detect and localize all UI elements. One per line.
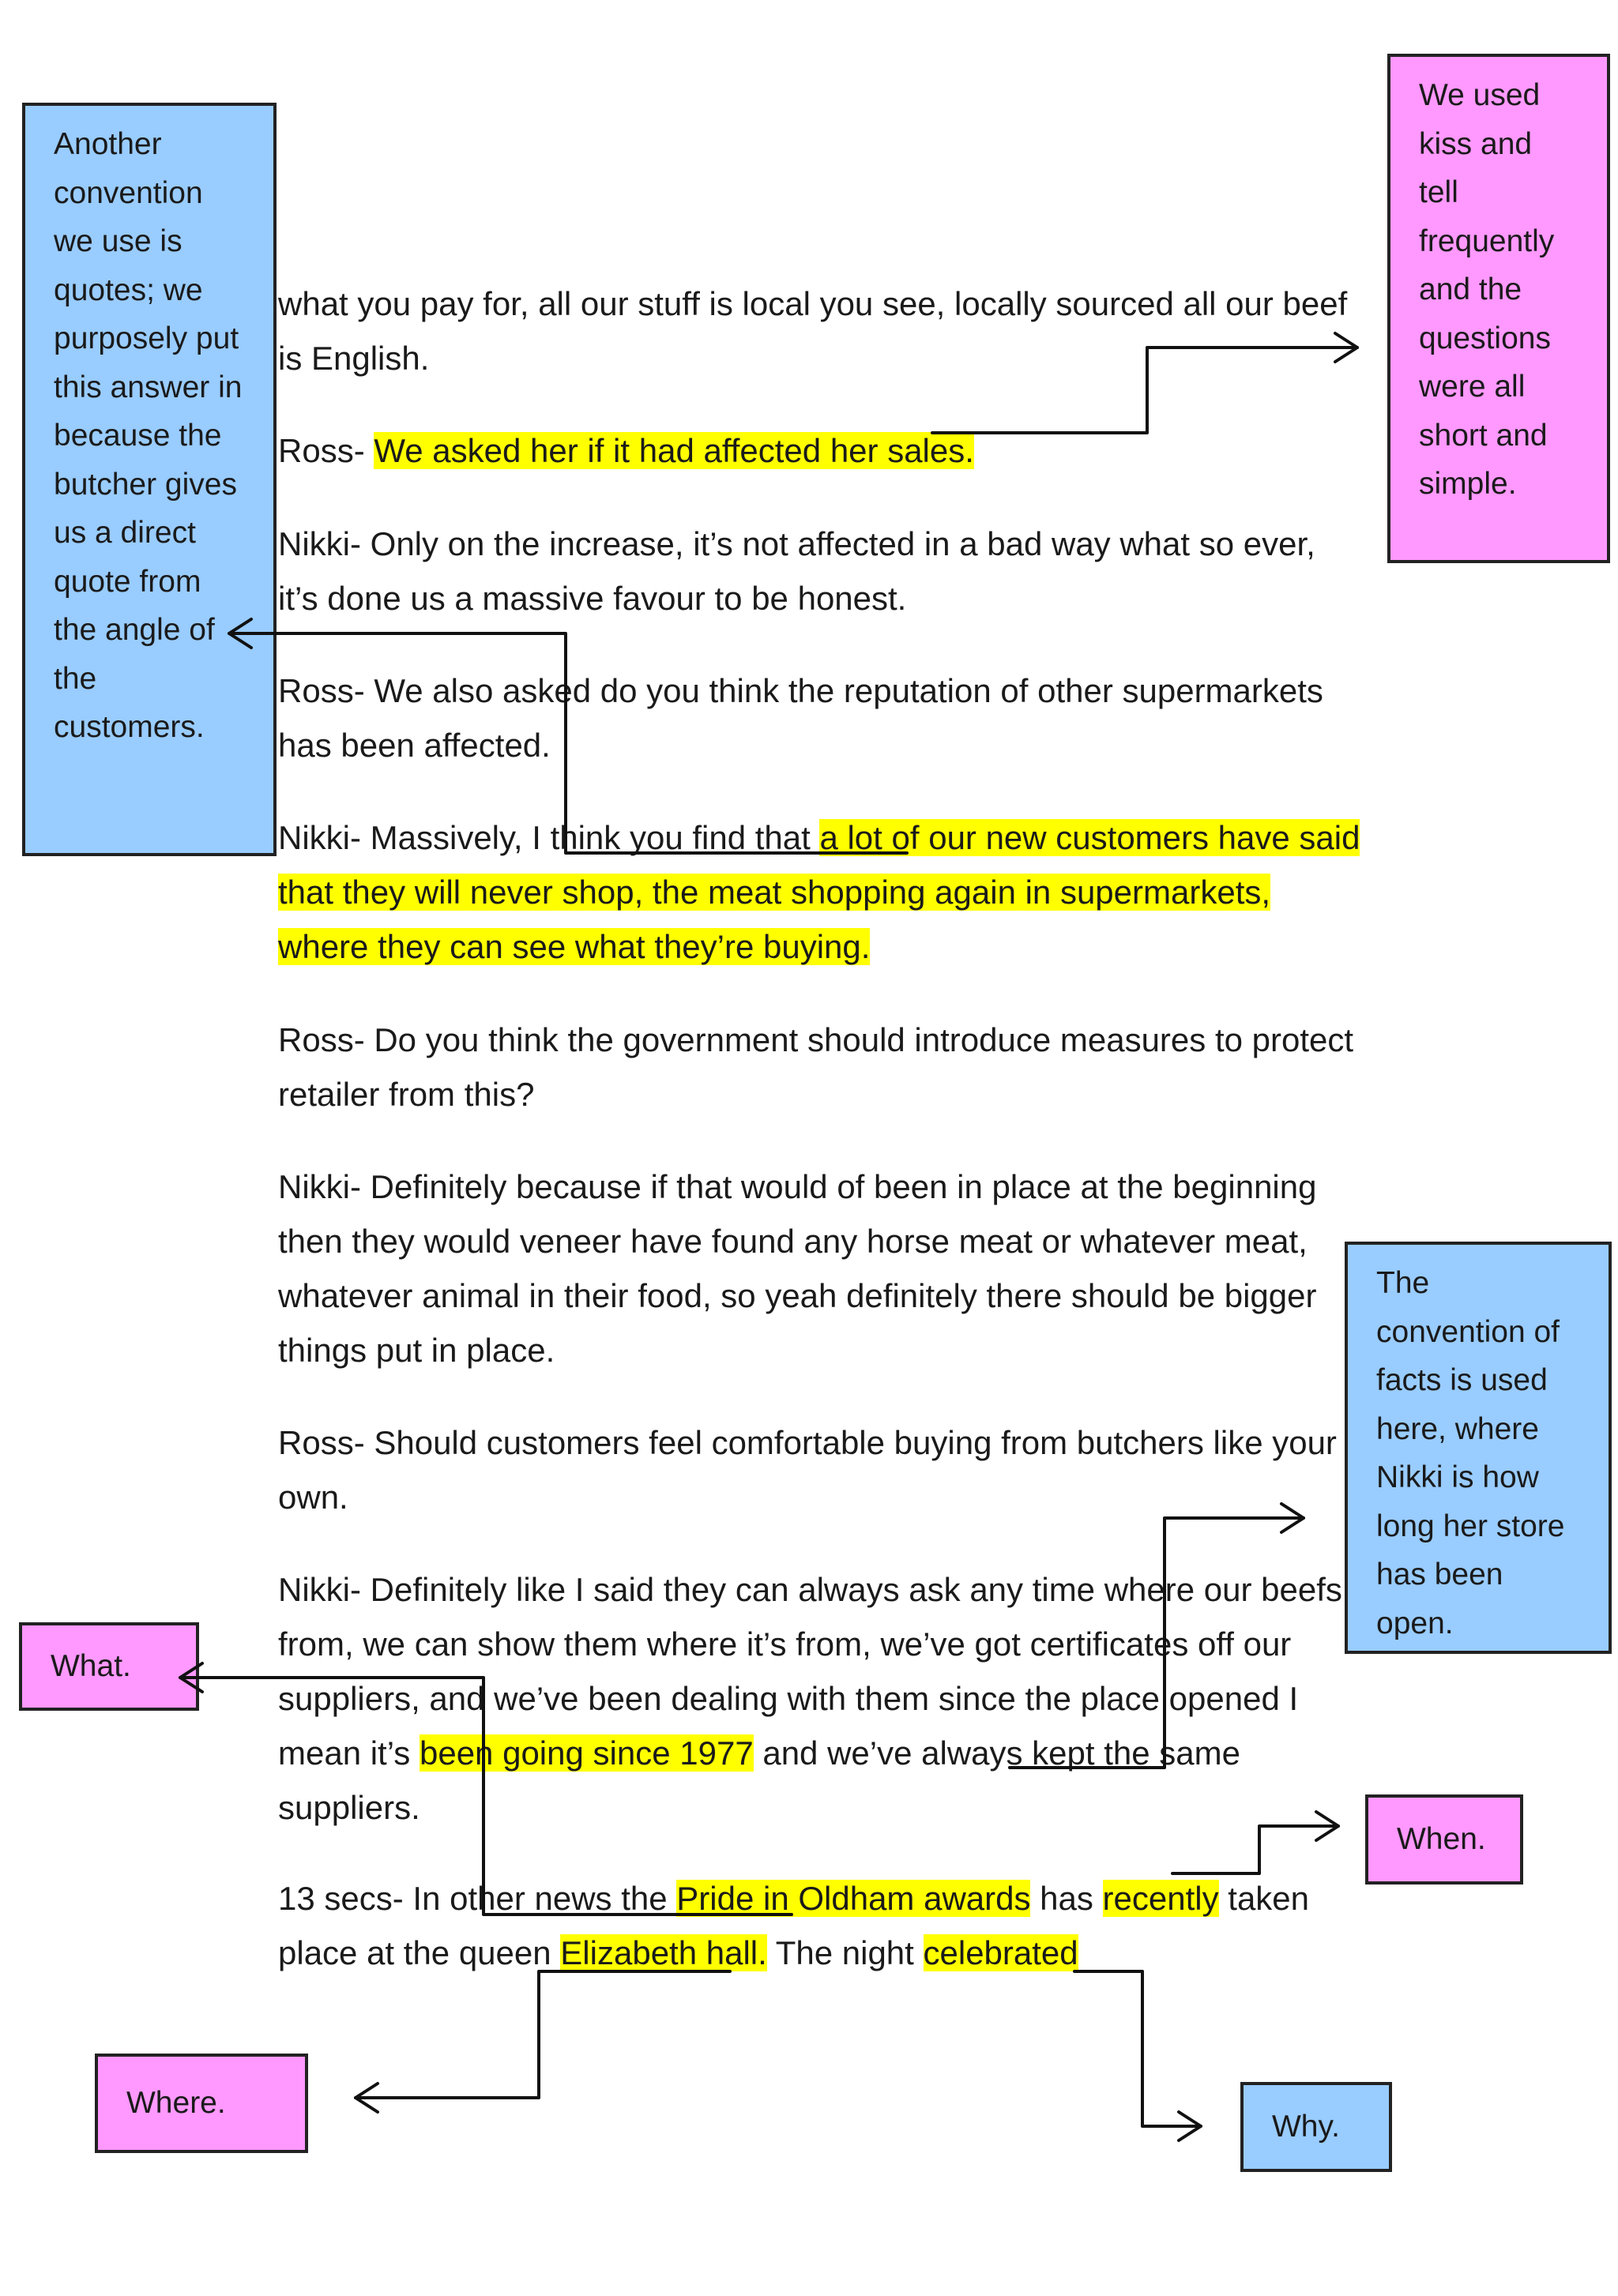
- what-label: [19, 1622, 199, 1711]
- facts-convention-note: [1345, 1242, 1612, 1654]
- paragraph-text: Nikki- Definitely because if that would of been in place at the beginning then they would veneer have found any horse meat or whatever meat, whatever animal in their food, so yeah definitely there should be bigger things put in place.: [278, 1168, 1317, 1369]
- speaker-label: Ross-: [278, 432, 374, 469]
- transcript-paragraph-7: [278, 1159, 1360, 1377]
- transcript-paragraph-2: [278, 423, 1360, 478]
- highlighted-where: Elizabeth hall.: [560, 1934, 767, 1971]
- label-text: Where.: [126, 2086, 226, 2121]
- highlighted-why: celebrated: [923, 1934, 1078, 1971]
- arrowhead: [1179, 2112, 1201, 2140]
- paragraph-text: Nikki- Only on the increase, it’s not affected in a bad way what so ever, it’s done us a massive favour to be honest.: [278, 525, 1315, 617]
- transcript-paragraph-5: [278, 810, 1360, 974]
- paragraph-text: what you pay for, all our stuff is local you see, locally sourced all our beef is English.: [278, 285, 1348, 377]
- paragraph-text: The night: [766, 1934, 924, 1971]
- paragraph-text: Nikki- Massively, I think you find that: [278, 819, 820, 856]
- paragraph-text: Ross- Do you think the government should introduce measures to protect retailer from this?: [278, 1021, 1354, 1113]
- paragraph-text: Nikki- Definitely like I said they can always ask any time where our beefs from, we can show them where it’s from, we’ve got certificates off our suppliers, and we’ve been dealing with them since the place opened I mean it’s: [278, 1571, 1342, 1772]
- highlighted-quote: a lot of our new customers have said that they will never shop, the meat shopping again in supermarkets, where they can see what they’re buying.: [278, 819, 1360, 965]
- note-text: The convention of facts is used here, where Nikki is how long her store has been open.: [1376, 1266, 1565, 1640]
- connector-to-where: [356, 1971, 730, 2098]
- highlighted-question: We asked her if it had affected her sales.: [374, 432, 974, 469]
- transcript-paragraph-3: [278, 517, 1360, 626]
- label-text: When.: [1397, 1822, 1486, 1857]
- paragraph-text: has: [1030, 1880, 1103, 1917]
- when-label: [1365, 1794, 1523, 1885]
- transcript-paragraph-1: [278, 276, 1360, 385]
- label-text: What.: [51, 1649, 131, 1684]
- label-text: Why.: [1272, 2110, 1340, 2144]
- highlighted-fact: been going since 1977: [419, 1734, 754, 1772]
- transcript-paragraph-4: [278, 663, 1360, 772]
- note-text: Another convention we use is quotes; we purposely put this answer in because the butcher gives us a direct quote from the angle of the customers.: [54, 127, 243, 744]
- transcript-paragraph-9: [278, 1562, 1360, 1835]
- highlighted-when: recently: [1102, 1880, 1219, 1917]
- transcript-paragraph-10: [278, 1871, 1360, 1980]
- paragraph-text: taken place at the queen: [278, 1880, 1310, 1971]
- why-label: [1240, 2082, 1392, 2172]
- paragraph-text: Ross- Should customers feel comfortable buying from butchers like your own.: [278, 1424, 1337, 1516]
- paragraph-text: Ross- We also asked do you think the reputation of other supermarkets has been affected.: [278, 672, 1323, 764]
- note-text: We used kiss and tell frequently and the questions were all short and simple.: [1419, 78, 1555, 501]
- paragraph-text: and we’ve always kept the same suppliers.: [278, 1734, 1240, 1826]
- transcript-paragraph-6: [278, 1013, 1360, 1122]
- connector-to-why: [1074, 1971, 1201, 2126]
- highlighted-what: Pride in Oldham awards: [676, 1880, 1031, 1917]
- paragraph-text: 13 secs- In other news the: [278, 1880, 677, 1917]
- where-label: [95, 2054, 308, 2153]
- kiss-and-tell-note: [1387, 54, 1610, 563]
- transcript-paragraph-8: [278, 1415, 1360, 1524]
- quotes-convention-note: [22, 103, 277, 856]
- arrowhead: [356, 2084, 378, 2112]
